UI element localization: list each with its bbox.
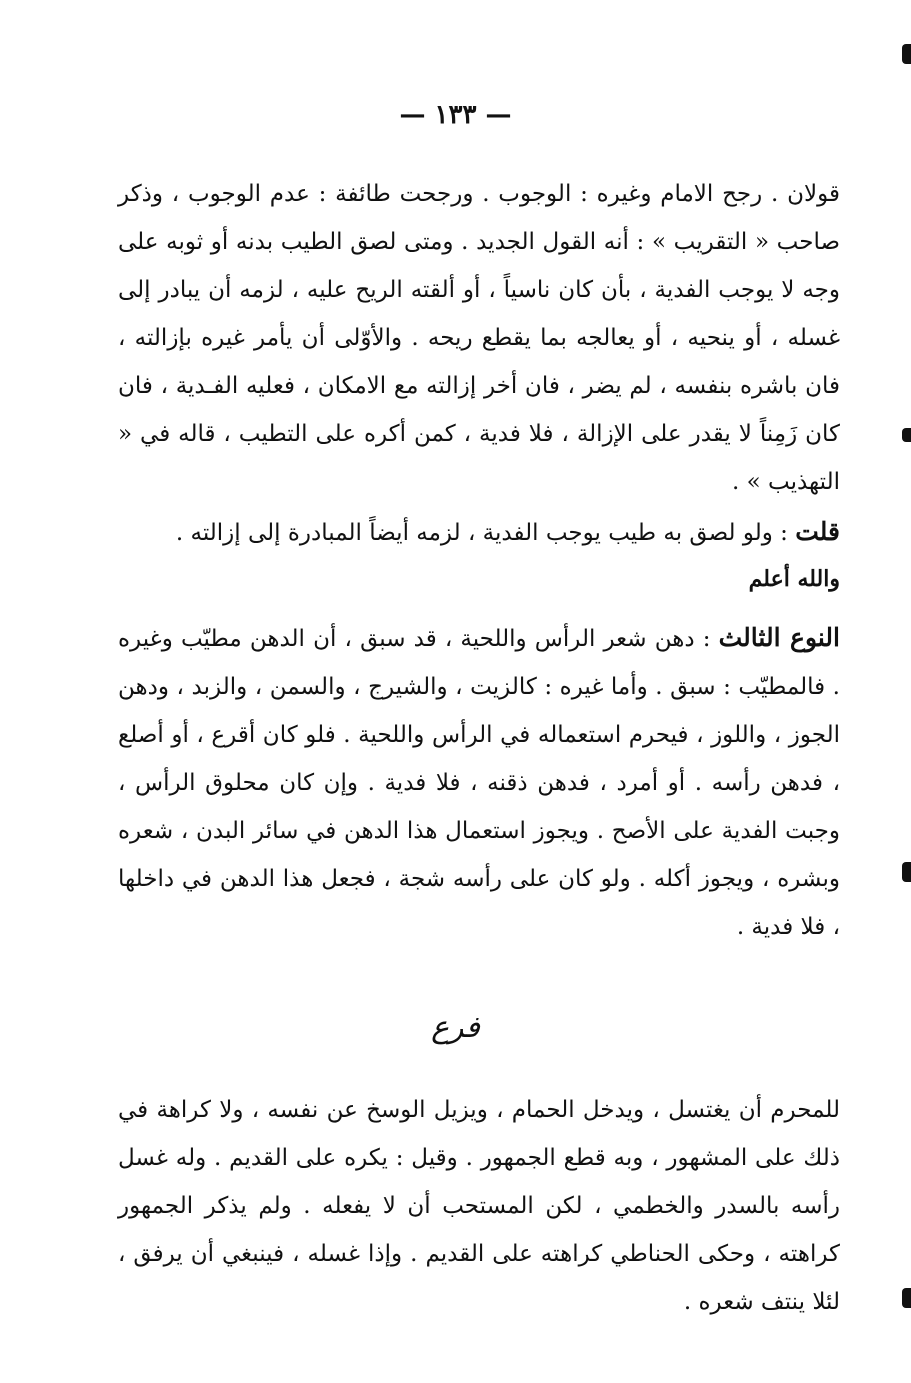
paragraph-far: للمحرم أن يغتسل ، ويدخل الحمام ، ويزيل الوسخ عن نفسه ، ولا كراهة في ذلك على المشهور ، وبه قطع الجمهور . وقيل : يكره على القديم . وله غسل رأسه بالسدر والخطمي ، لكن المستحب أن لا يفعله . ولم يذكر الجمهور كراهته ، وحكى الحناطي كراهته على القديم . وإذا غسله ، فينبغي أن يرفق ، لئلا ينتف شعره . bbox=[118, 1097, 840, 1315]
paragraph-1: قولان . رجح الامام وغيره : الوجوب . ورجحت طائفة : عدم الوجوب ، وذكر صاحب « التقريب » : أنه القول الجديد . ومتى لصق الطيب بدنه أو ثوبه على وجه لا يوجب الفدية ، بأن كان ناسياً ، أو ألقته الريح عليه ، لزمه أن يبادر إلى غسله ، أو ينحيه ، أو يعالجه بما يقطع ريحه . والأوّلى أن يأمر غيره بإزالته ، فان باشره بنفسه ، لم يضر ، فان أخر إزالته مع الامكان ، فعليه الفـدية ، فان كان زَمِناً لا يقدر على الإزالة ، فلا فدية ، كمن أكره على التطيب ، قاله في « التهذيب » . bbox=[118, 181, 840, 495]
page-number: — ١٣٣ — bbox=[399, 100, 512, 130]
section-title-far: فرع bbox=[431, 1010, 480, 1045]
paragraph-qultu-heading: قلت bbox=[795, 517, 840, 546]
paragraph-qultu-signoff: والله أعلم bbox=[748, 566, 840, 592]
scan-edge-mark bbox=[902, 1288, 911, 1308]
scan-edge-mark bbox=[902, 44, 911, 64]
paragraph-third-type bbox=[118, 614, 840, 951]
paragraph-third-type-heading: النوع الثالث bbox=[718, 623, 840, 652]
paragraph-qultu bbox=[118, 508, 840, 601]
scan-edge-mark bbox=[902, 428, 911, 442]
paragraph-qultu-text: : ولو لصق به طيب يوجب الفدية ، لزمه أيضاً المبادرة إلى إزالته . bbox=[175, 520, 796, 546]
paragraph-third-type-text: : دهن شعر الرأس واللحية ، قد سبق ، أن الدهن مطيّب وغيره . فالمطيّب : سبق . وأما غيره : كالزيت ، والشيرج ، والسمن ، والزبد ، ودهن الجوز ، واللوز ، فيحرم استعماله في الرأس واللحية . فلو كان أقرع ، أو أصلع ، فدهن رأسه . أو أمرد ، فدهن ذقنه ، فلا فدية . وإن كان محلوق الرأس ، وجبت الفدية على الأصح . ويجوز استعمال هذا الدهن في سائر البدن ، شعره وبشره ، ويجوز أكله . ولو كان على رأسه شجة ، فجعل هذا الدهن في داخلها ، فلا فدية . bbox=[118, 626, 840, 940]
scan-edge-mark bbox=[902, 862, 911, 882]
